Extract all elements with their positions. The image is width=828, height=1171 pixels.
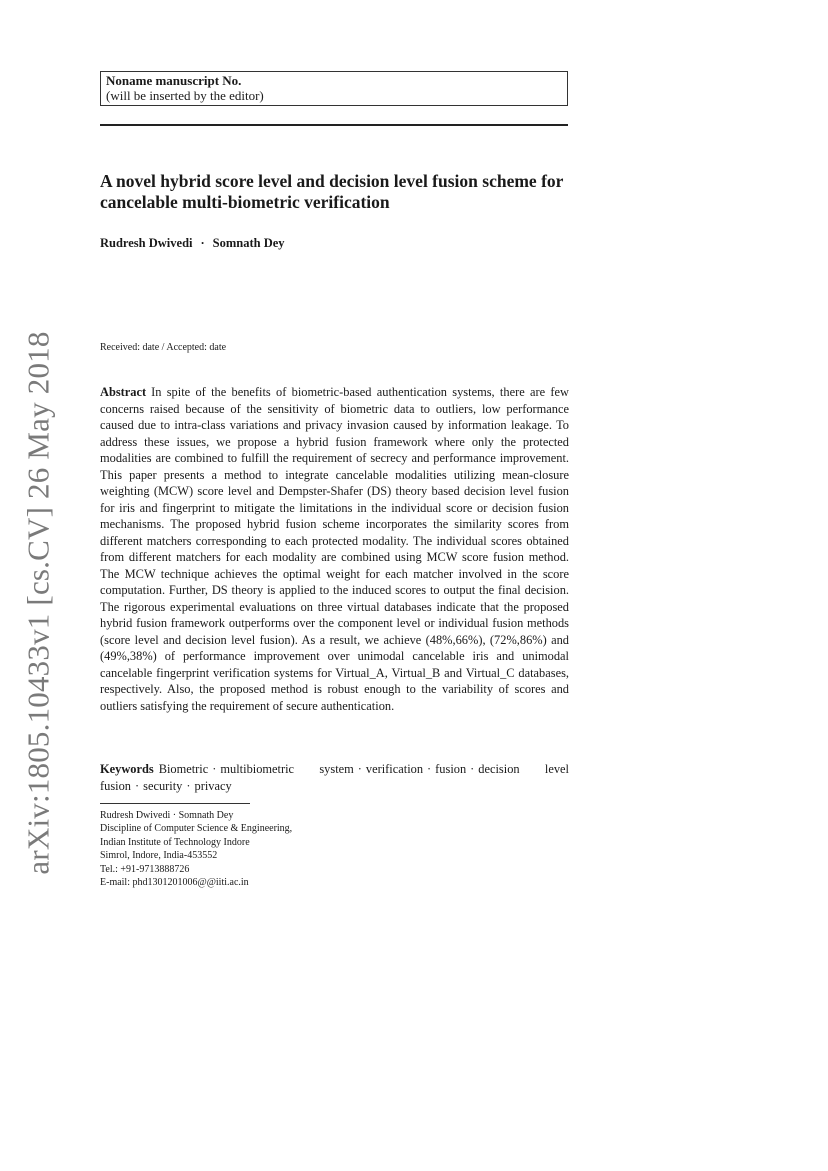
abstract xyxy=(100,384,569,714)
keyword-item: decision level fusion xyxy=(100,762,569,793)
affiliation-department: Discipline of Computer Science & Engineering, xyxy=(100,823,293,835)
paper-title: A novel hybrid score level and decision level fusion scheme for cancelable multi-biometric verification xyxy=(100,171,564,212)
affiliation-institute: Indian Institute of Technology Indore xyxy=(100,836,250,848)
author-list xyxy=(100,236,285,251)
arxiv-identifier: arXiv:1805.10433v1 [cs.CV] 26 May 2018 xyxy=(21,331,56,875)
affiliation-email: E-mail: phd1301201006@@iiti.ac.in xyxy=(100,877,249,889)
manuscript-label: Noname manuscript No. xyxy=(106,73,242,88)
affiliation-address: Simrol, Indore, India-453552 xyxy=(100,850,218,862)
abstract-text: In spite of the benefits of biometric-based authentication systems, there are few concerns raised because of the sensitivity of biometric data to outliers, low performance caused due to intra-class variations and privacy invasion caused by information leakage. To address these issues, we propose a hybrid fusion framework where only the protected modalities are combined to fulfill the requirement of secrecy and performance improvement. This paper presents a method to integrate cancelable modalities utilizing mean-closure weighting (MCW) score level and Dempster-Shafer (DS) theory based decision level fusion for iris and fingerprint to mitigate the limitations in the individual score or decision fusion mechanisms. The proposed hybrid fusion scheme incorporates the similarity scores from different matchers corresponding to each protected modality. The individual scores obtained from different matchers for each modality are combined using MCW score fusion method. The MCW technique achieves the optimal weight for each matcher involved in the score computation. Further, DS theory is applied to the induced scores to output the final decision. The rigorous experimental evaluations on three virtual databases indicate that the proposed hybrid fusion framework outperforms over the component level or individual fusion methods (score level and decision level fusion). As a result, we achieve (48%,66%), (72%,86%) and (49%,38%) of performance improvement over unimodal cancelable iris and unimodal cancelable fingerprint verification systems for Virtual_A, Virtual_B and Virtual_C databases, respectively. Also, the proposed method is robust enough to the variability of scores and outliers satisfying the requirement of secure authentication. xyxy=(100,385,569,713)
affiliation-tel: Tel.: +91-9713888726 xyxy=(100,863,190,875)
keyword-item: Biometric xyxy=(158,762,209,776)
author-name: Rudresh Dwivedi xyxy=(100,236,193,250)
affiliation-names: Rudresh Dwivedi · Somnath Dey xyxy=(100,810,234,821)
keywords: Keywords Biometric · multibiometric system · verification · fusion · decision level fusion · security · privacy xyxy=(100,762,569,793)
received-date: Received: date / Accepted: date xyxy=(100,342,227,353)
keyword-item: security xyxy=(143,778,183,793)
affiliation-block xyxy=(100,809,292,889)
abstract-label: Abstract xyxy=(100,385,147,399)
keyword-item: fusion xyxy=(435,762,467,776)
manuscript-note: (will be inserted by the editor) xyxy=(106,88,264,103)
header-rule xyxy=(100,124,568,126)
keywords-label: Keywords xyxy=(100,762,154,776)
arxiv-sidebar xyxy=(14,331,64,875)
author-separator: · xyxy=(200,236,205,250)
author-name: Somnath Dey xyxy=(212,236,285,250)
keyword-item: multibiometric system xyxy=(220,762,354,776)
keyword-item: privacy xyxy=(194,778,232,793)
manuscript-box xyxy=(100,71,568,106)
keyword-item: verification xyxy=(365,762,424,776)
footnote-rule xyxy=(100,803,250,804)
